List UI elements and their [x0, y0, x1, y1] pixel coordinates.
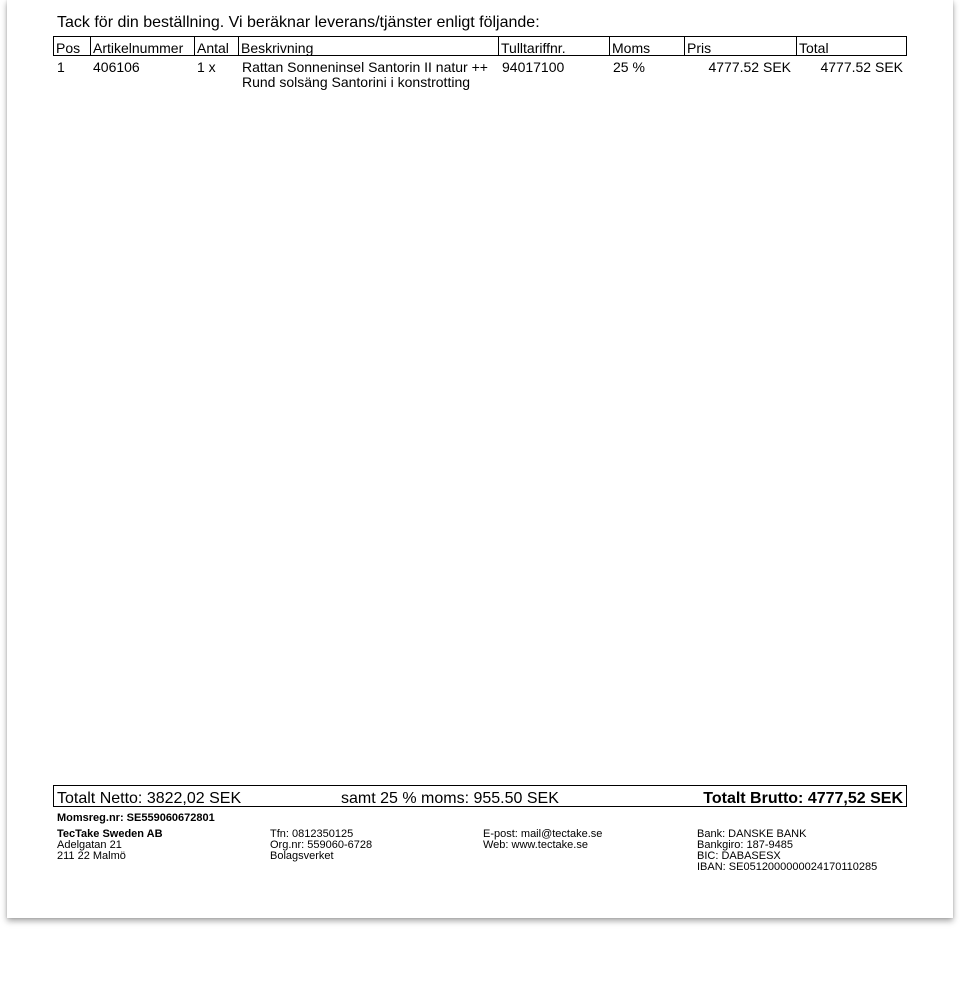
website: Web: www.tectake.se: [483, 839, 588, 851]
footer-bank: [697, 829, 877, 873]
row-vat: 25 %: [613, 59, 645, 75]
row-pos: 1: [57, 59, 65, 75]
table-header: [53, 36, 907, 56]
footer-contact: [270, 829, 372, 862]
row-description-line1: Rattan Sonneninsel Santorin II natur ++: [242, 59, 488, 75]
header-article: Artikelnummer: [90, 37, 194, 55]
order-table: [53, 36, 907, 96]
row-article: 406106: [93, 59, 140, 75]
footer-company: [57, 829, 163, 862]
phone-number: Tfn: 0812350125: [270, 828, 354, 840]
company-name: TecTake Sweden AB: [57, 828, 163, 840]
header-pos: Pos: [56, 40, 81, 56]
row-description-line2: Rund solsäng Santorini i konstrotting: [242, 74, 471, 90]
header-tariff: Tulltariffnr.: [498, 37, 609, 55]
vat-registration: Momsreg.nr: SE559060672801: [57, 812, 215, 824]
registry-name: Bolagsverket: [270, 850, 334, 862]
total-vat: samt 25 % moms: 955.50 SEK: [341, 790, 559, 807]
company-city: 211 22 Malmö: [57, 850, 126, 862]
company-street: Adelgatan 21: [57, 839, 122, 851]
header-qty: Antal: [194, 37, 238, 55]
row-description: [242, 60, 488, 90]
header-price: Pris: [684, 37, 796, 55]
email-address: E-post: mail@tectake.se: [483, 828, 603, 840]
bic-code: BIC: DABASESX: [697, 850, 781, 862]
invoice-page: [7, 0, 953, 918]
header-total: Total: [796, 37, 906, 55]
bankgiro: Bankgiro: 187-9485: [697, 839, 794, 851]
total-net: Totalt Netto: 3822,02 SEK: [57, 790, 242, 807]
total-gross: Totalt Brutto: 4777,52 SEK: [703, 790, 903, 807]
row-qty: 1 x: [197, 59, 216, 75]
bank-name: Bank: DANSKE BANK: [697, 828, 807, 840]
row-price: 4777.52 SEK: [708, 59, 791, 75]
header-vat: Moms: [609, 37, 684, 55]
footer-web: [483, 829, 602, 851]
row-total: 4777.52 SEK: [820, 59, 903, 75]
row-tariff: 94017100: [502, 59, 565, 75]
header-description: Beskrivning: [238, 37, 498, 55]
iban-number: IBAN: SE0512000000024170110285: [697, 861, 878, 873]
totals-bar: [53, 785, 907, 807]
intro-text: Tack för din beställning. Vi beräknar leverans/tjänster enligt följande:: [57, 14, 540, 31]
org-number: Org.nr: 559060-6728: [270, 839, 373, 851]
table-row: [53, 56, 907, 96]
